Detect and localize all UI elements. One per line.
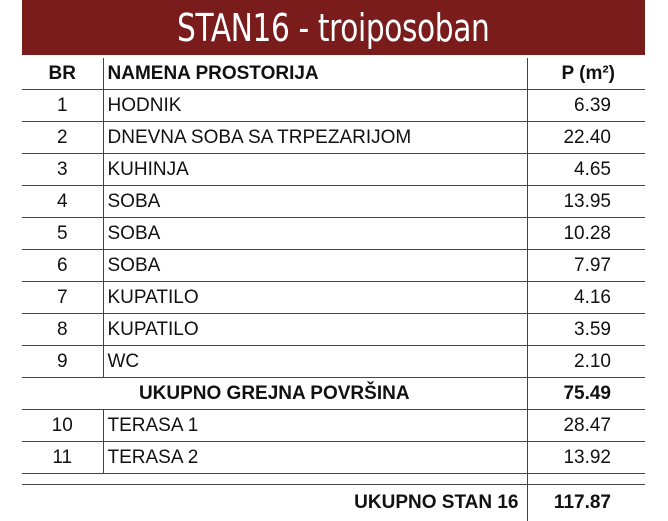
cell-br: 11 xyxy=(22,442,103,474)
cell-area: 7.97 xyxy=(527,250,645,282)
spacer-cell xyxy=(103,474,527,485)
cell-name: HODNIK xyxy=(103,90,527,122)
table-row xyxy=(22,122,645,154)
cell-area: 13.95 xyxy=(527,186,645,218)
cell-name: SOBA xyxy=(103,186,527,218)
cell-area: 10.28 xyxy=(527,218,645,250)
title-bar xyxy=(22,0,645,55)
page-title: STAN16 - troiposoban xyxy=(177,6,489,50)
grand-total-label: UKUPNO STAN 16 xyxy=(22,485,527,521)
cell-br: 7 xyxy=(22,282,103,314)
cell-area: 3.59 xyxy=(527,314,645,346)
table-row xyxy=(22,442,645,474)
header-name: NAMENA PROSTORIJA xyxy=(103,58,527,90)
table-row xyxy=(22,282,645,314)
heated-total-row xyxy=(22,378,645,410)
header-br: BR xyxy=(22,58,103,90)
cell-br: 9 xyxy=(22,346,103,378)
cell-br: 8 xyxy=(22,314,103,346)
spacer-cell xyxy=(527,474,645,485)
cell-name: TERASA 2 xyxy=(103,442,527,474)
cell-area: 28.47 xyxy=(527,410,645,442)
table-row xyxy=(22,314,645,346)
cell-area: 22.40 xyxy=(527,122,645,154)
cell-br: 6 xyxy=(22,250,103,282)
heated-total-label: UKUPNO GREJNA POVRŠINA xyxy=(22,378,527,410)
grand-total-value: 117.87 xyxy=(527,485,645,521)
table-row xyxy=(22,250,645,282)
cell-area: 2.10 xyxy=(527,346,645,378)
spacer-row xyxy=(22,474,645,485)
heated-total-value: 75.49 xyxy=(527,378,645,410)
cell-name: KUPATILO xyxy=(103,282,527,314)
cell-br: 3 xyxy=(22,154,103,186)
cell-name: TERASA 1 xyxy=(103,410,527,442)
table-row xyxy=(22,346,645,378)
spacer-cell xyxy=(22,474,103,485)
cell-area: 4.65 xyxy=(527,154,645,186)
cell-name: KUPATILO xyxy=(103,314,527,346)
cell-br: 5 xyxy=(22,218,103,250)
table-header-row xyxy=(22,58,645,90)
table-row xyxy=(22,186,645,218)
room-area-table xyxy=(22,58,645,521)
cell-name: WC xyxy=(103,346,527,378)
cell-area: 6.39 xyxy=(527,90,645,122)
cell-name: SOBA xyxy=(103,250,527,282)
table-row xyxy=(22,410,645,442)
table-row xyxy=(22,154,645,186)
cell-name: DNEVNA SOBA SA TRPEZARIJOM xyxy=(103,122,527,154)
cell-area: 13.92 xyxy=(527,442,645,474)
cell-area: 4.16 xyxy=(527,282,645,314)
header-area: P (m²) xyxy=(527,58,645,90)
cell-br: 4 xyxy=(22,186,103,218)
cell-br: 1 xyxy=(22,90,103,122)
table-row xyxy=(22,90,645,122)
grand-total-row xyxy=(22,485,645,521)
cell-name: KUHINJA xyxy=(103,154,527,186)
cell-name: SOBA xyxy=(103,218,527,250)
cell-br: 2 xyxy=(22,122,103,154)
table-row xyxy=(22,218,645,250)
cell-br: 10 xyxy=(22,410,103,442)
